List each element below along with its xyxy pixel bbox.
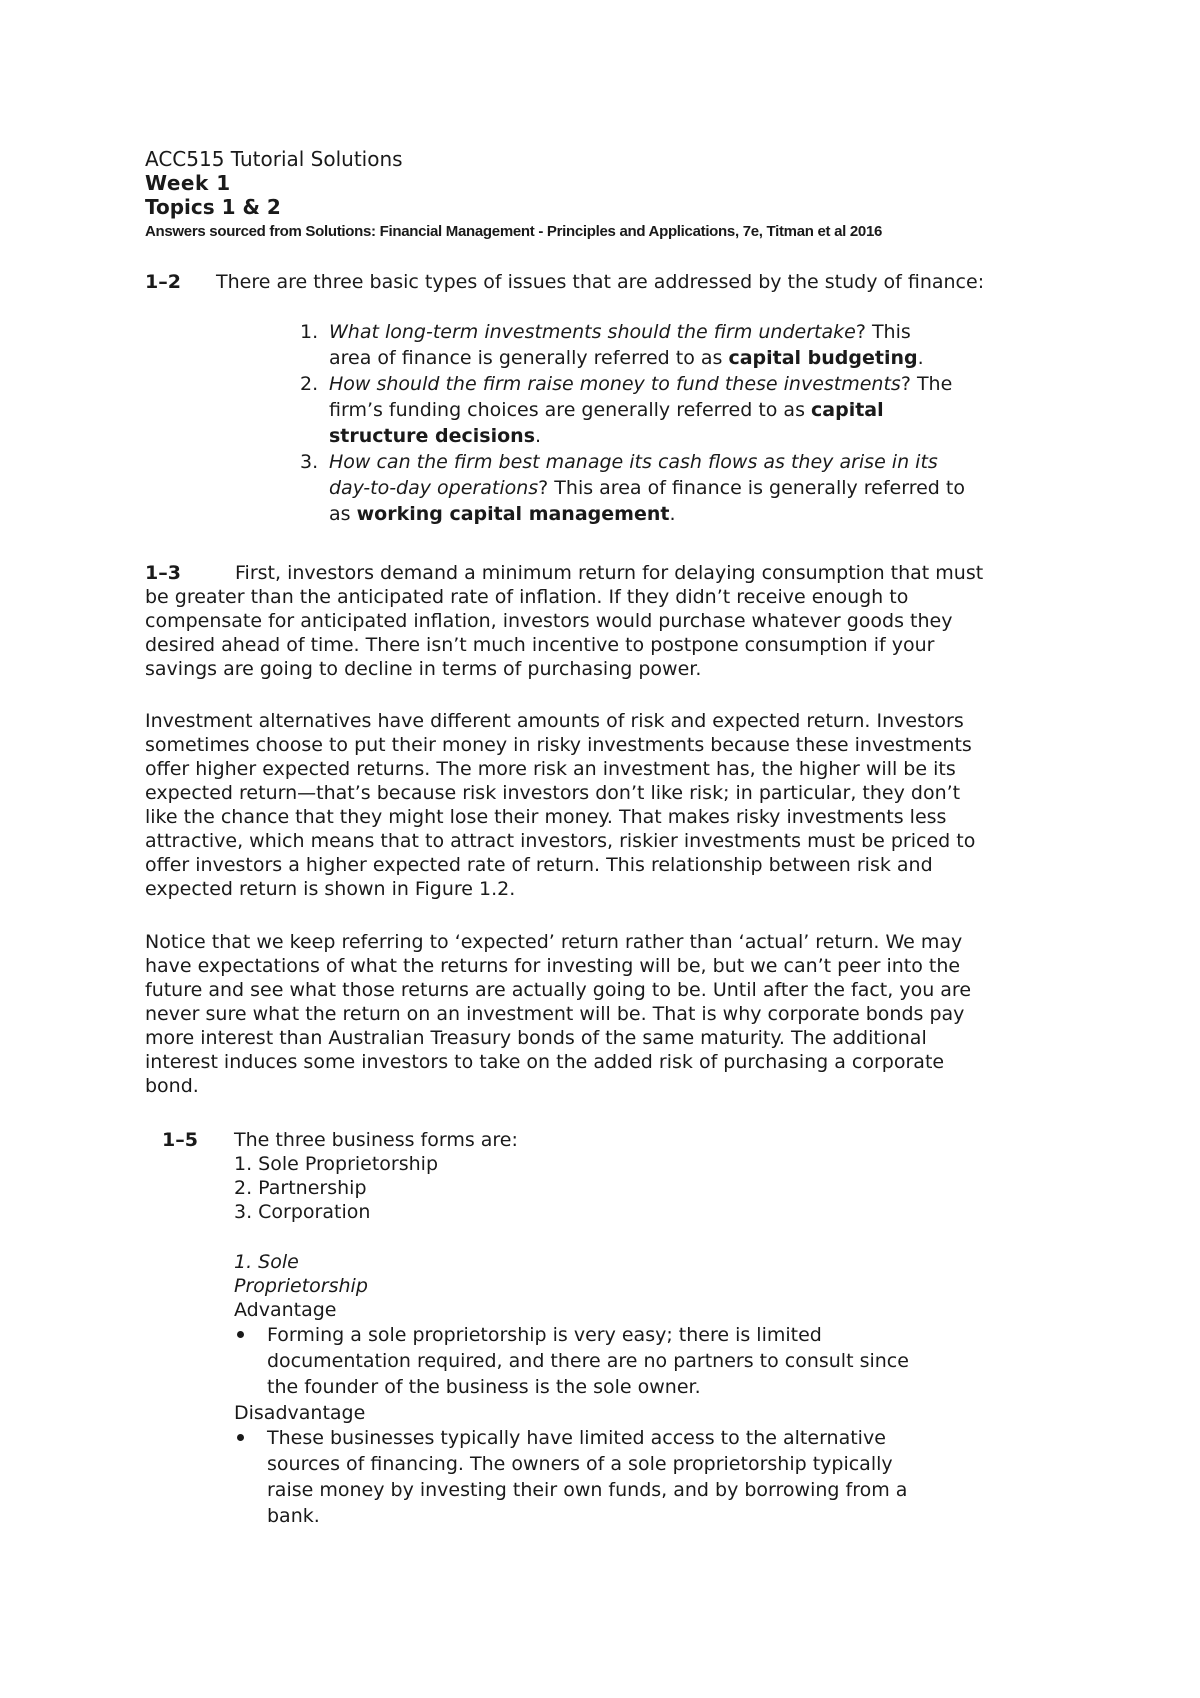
paragraph-line: like the chance that they might lose their money. That makes risky investments less xyxy=(145,806,947,828)
paragraph-line: attractive, which means that to attract investors, riskier investments must be priced to xyxy=(145,830,976,852)
paragraph-line: interest induces some investors to take on the added risk of purchasing a corporate xyxy=(145,1051,945,1073)
key-term: working capital management xyxy=(356,503,670,525)
list-item-line xyxy=(329,320,911,344)
disadvantage-label: Disadvantage xyxy=(234,1402,366,1424)
paragraph-line: offer investors a higher expected rate of return. This relationship between risk and xyxy=(145,854,933,876)
advantage-label: Advantage xyxy=(234,1299,337,1321)
bullet-line: These businesses typically have limited access to the alternative xyxy=(267,1427,886,1449)
paragraph-line: be greater than the anticipated rate of inflation. If they didn’t receive enough to xyxy=(145,586,909,608)
doc-title: ACC515 Tutorial Solutions xyxy=(145,147,403,171)
bullet-icon xyxy=(237,1331,244,1338)
question-number: 1–2 xyxy=(145,271,181,293)
paragraph-line: bond. xyxy=(145,1075,199,1097)
question-intro: The three business forms are: xyxy=(234,1129,518,1151)
paragraph-line: compensate for anticipated inflation, investors would purchase whatever goods they xyxy=(145,610,953,632)
question-number: 1–5 xyxy=(162,1129,198,1151)
paragraph-line: offer higher expected returns. The more risk an investment has, the higher will be its xyxy=(145,758,956,780)
text-run: . xyxy=(917,347,924,369)
text-run: as xyxy=(329,503,357,525)
paragraph-line: expected return is shown in Figure 1.2. xyxy=(145,878,516,900)
paragraph-line: never sure what the return on an investment will be. That is why corporate bonds pay xyxy=(145,1003,965,1025)
text-run: area of finance is generally referred to as xyxy=(329,347,729,369)
list-number: 2. xyxy=(300,373,319,395)
question-text: How should the firm raise money to fund these investments xyxy=(329,373,901,395)
bullet-line: bank. xyxy=(267,1505,320,1527)
text-run: firm’s funding choices are generally referred to as xyxy=(329,399,812,421)
list-item-line xyxy=(329,476,965,500)
key-term: capital budgeting xyxy=(728,347,918,369)
paragraph-line: have expectations of what the returns for investing will be, but we can’t peer into the xyxy=(145,955,961,977)
paragraph-line: expected return—that’s because risk investors don’t like risk; in particular, they don’t xyxy=(145,782,961,804)
bullet-line: sources of financing. The owners of a sole proprietorship typically xyxy=(267,1453,893,1475)
doc-week: Week 1 xyxy=(145,171,231,195)
list-item: 2. Partnership xyxy=(234,1177,367,1199)
text-run: ? This area of finance is generally referred to xyxy=(538,477,965,499)
paragraph-line: future and see what those returns are actually going to be. Until after the fact, you are xyxy=(145,979,972,1001)
question-intro: There are three basic types of issues that are addressed by the study of finance: xyxy=(216,271,985,293)
text-run: . xyxy=(669,503,676,525)
text-run: ? This xyxy=(855,321,911,343)
paragraph-line: more interest than Australian Treasury bonds of the same maturity. The additional xyxy=(145,1027,927,1049)
paragraph-line: sometimes choose to put their money in risky investments because these investments xyxy=(145,734,972,756)
list-item-line xyxy=(329,398,884,422)
list-item-line xyxy=(329,372,952,396)
text-run: . xyxy=(535,425,542,447)
question-text: What long-term investments should the firm undertake xyxy=(329,321,856,343)
bullet-line: the founder of the business is the sole owner. xyxy=(267,1376,701,1398)
question-number: 1–3 xyxy=(145,562,181,584)
doc-source: Answers sourced from Solutions: Financial Management - Principles and Applications, 7e, Titman et al 2016 xyxy=(145,223,883,240)
list-item-line xyxy=(329,450,938,474)
doc-topics: Topics 1 & 2 xyxy=(145,195,281,219)
paragraph-line: Investment alternatives have different amounts of risk and expected return. Investors xyxy=(145,710,964,732)
paragraph-line: Notice that we keep referring to ‘expected’ return rather than ‘actual’ return. We may xyxy=(145,931,963,953)
bullet-icon xyxy=(237,1434,244,1441)
sub-heading: Proprietorship xyxy=(234,1275,368,1297)
question-text: How can the firm best manage its cash flows as they arise in its xyxy=(329,451,938,473)
question-text: day-to-day operations xyxy=(329,477,539,499)
bullet-line: raise money by investing their own funds, and by borrowing from a xyxy=(267,1479,908,1501)
list-number: 1. xyxy=(300,321,319,343)
list-number: 3. xyxy=(300,451,319,473)
paragraph-line: desired ahead of time. There isn’t much incentive to postpone consumption if your xyxy=(145,634,935,656)
list-item: 1. Sole Proprietorship xyxy=(234,1153,439,1175)
sub-heading: 1. Sole xyxy=(234,1251,299,1273)
bullet-line: documentation required, and there are no partners to consult since xyxy=(267,1350,909,1372)
text-run: ? The xyxy=(900,373,953,395)
list-item-line xyxy=(329,424,541,448)
paragraph-line: First, investors demand a minimum return for delaying consumption that must xyxy=(235,562,984,584)
key-term: structure decisions xyxy=(329,425,536,447)
bullet-line: Forming a sole proprietorship is very easy; there is limited xyxy=(267,1324,822,1346)
list-item-line xyxy=(329,346,924,370)
paragraph-line: savings are going to decline in terms of purchasing power. xyxy=(145,658,702,680)
list-item: 3. Corporation xyxy=(234,1201,371,1223)
key-term: capital xyxy=(811,399,884,421)
list-item-line xyxy=(329,502,675,526)
